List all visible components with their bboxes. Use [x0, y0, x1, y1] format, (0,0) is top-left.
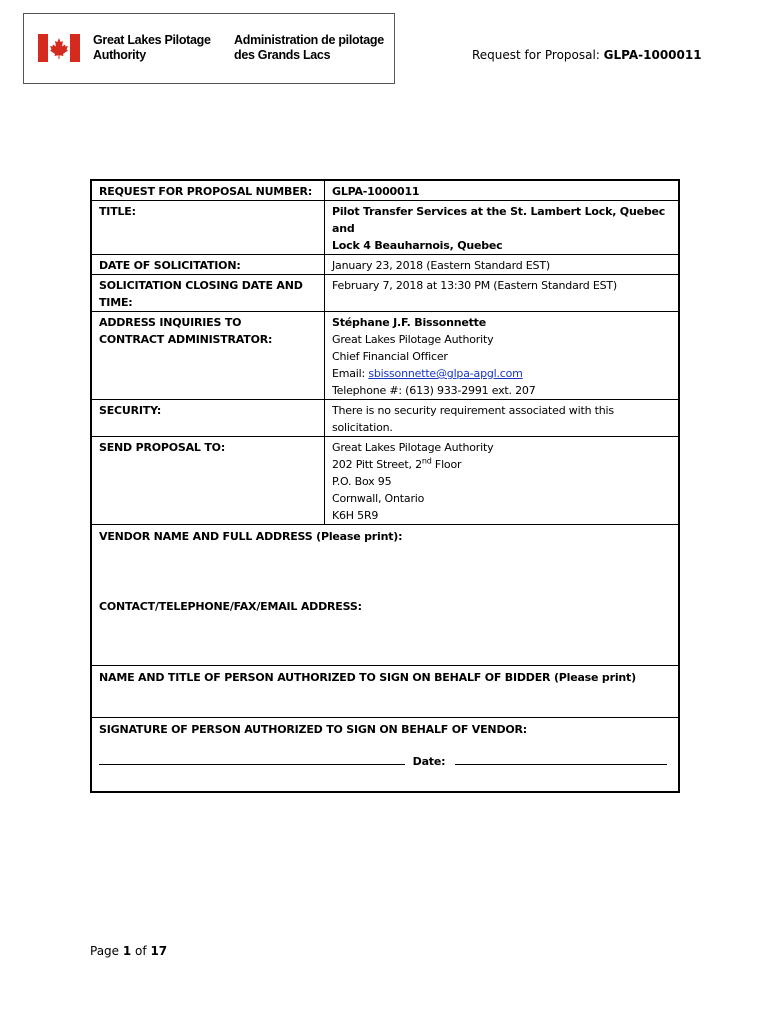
authorized-label: NAME AND TITLE OF PERSON AUTHORIZED TO SIGN ON BEHALF OF BIDDER (Please print): [99, 671, 636, 684]
send-proposal-row: [91, 437, 679, 525]
rfp-number-label: REQUEST FOR PROPOSAL NUMBER:: [91, 180, 325, 201]
org-name-french: Administration de pilotage des Grands Lacs: [234, 33, 384, 62]
security-value: There is no security requirement associated with this solicitation.: [325, 400, 680, 437]
rfp-reference: Request for Proposal: GLPA-1000011: [472, 48, 702, 62]
security-label: SECURITY:: [91, 400, 325, 437]
contact-email-line: Email: sbissonnette@glpa-apgl.com: [332, 367, 523, 380]
vendor-row: [91, 525, 679, 666]
closing-date-value: February 7, 2018 at 13:30 PM (Eastern Standard EST): [325, 275, 680, 312]
title-value: Pilot Transfer Services at the St. Lambert Lock, Quebec and Lock 4 Beauharnois, Quebec: [325, 201, 680, 255]
rfp-number-row: [91, 180, 679, 201]
send-proposal-label: SEND PROPOSAL TO:: [91, 437, 325, 525]
org-name-english: Great Lakes Pilotage Authority: [93, 33, 211, 62]
solicitation-date-row: [91, 255, 679, 275]
authorized-row: [91, 666, 679, 718]
date-line[interactable]: [455, 754, 667, 765]
signature-line[interactable]: [99, 754, 405, 765]
rfp-form-table: [90, 179, 680, 793]
title-label: TITLE:: [91, 201, 325, 255]
contact-org: Great Lakes Pilotage Authority: [332, 333, 494, 346]
header-logo-box: [23, 13, 395, 84]
rfp-number-value: GLPA-1000011: [325, 180, 680, 201]
page-number: Page 1 of 17: [90, 944, 168, 958]
contact-info-label: CONTACT/TELEPHONE/FAX/EMAIL ADDRESS:: [99, 600, 362, 613]
closing-date-label: SOLICITATION CLOSING DATE AND TIME:: [91, 275, 325, 312]
contact-title: Chief Financial Officer: [332, 350, 448, 363]
canada-flag-icon: [38, 34, 80, 62]
vendor-label: VENDOR NAME AND FULL ADDRESS (Please print):: [99, 530, 403, 543]
solicitation-date-label: DATE OF SOLICITATION:: [91, 255, 325, 275]
contact-name: Stéphane J.F. Bissonnette: [332, 316, 486, 329]
security-row: [91, 400, 679, 437]
inquiries-row: [91, 312, 679, 400]
signature-block[interactable]: [91, 718, 679, 793]
vendor-block[interactable]: [91, 525, 679, 666]
signature-row: [91, 718, 679, 793]
inquiries-label: ADDRESS INQUIRIES TO CONTRACT ADMINISTRATOR:: [91, 312, 325, 400]
signature-line-row: [99, 753, 671, 770]
closing-date-row: [91, 275, 679, 312]
solicitation-date-value: January 23, 2018 (Eastern Standard EST): [325, 255, 680, 275]
send-proposal-address: Great Lakes Pilotage Authority 202 Pitt Street, 2nd Floor P.O. Box 95 Cornwall, Ontario K6H 5R9: [325, 437, 680, 525]
contract-administrator-info: [325, 312, 680, 400]
contact-email-link[interactable]: sbissonnette@glpa-apgl.com: [368, 367, 523, 380]
signature-label: SIGNATURE OF PERSON AUTHORIZED TO SIGN ON BEHALF OF VENDOR:: [99, 723, 527, 736]
contact-phone: Telephone #: (613) 933-2991 ext. 207: [332, 384, 536, 397]
date-label: Date:: [412, 755, 446, 768]
authorized-block[interactable]: [91, 666, 679, 718]
title-row: [91, 201, 679, 255]
